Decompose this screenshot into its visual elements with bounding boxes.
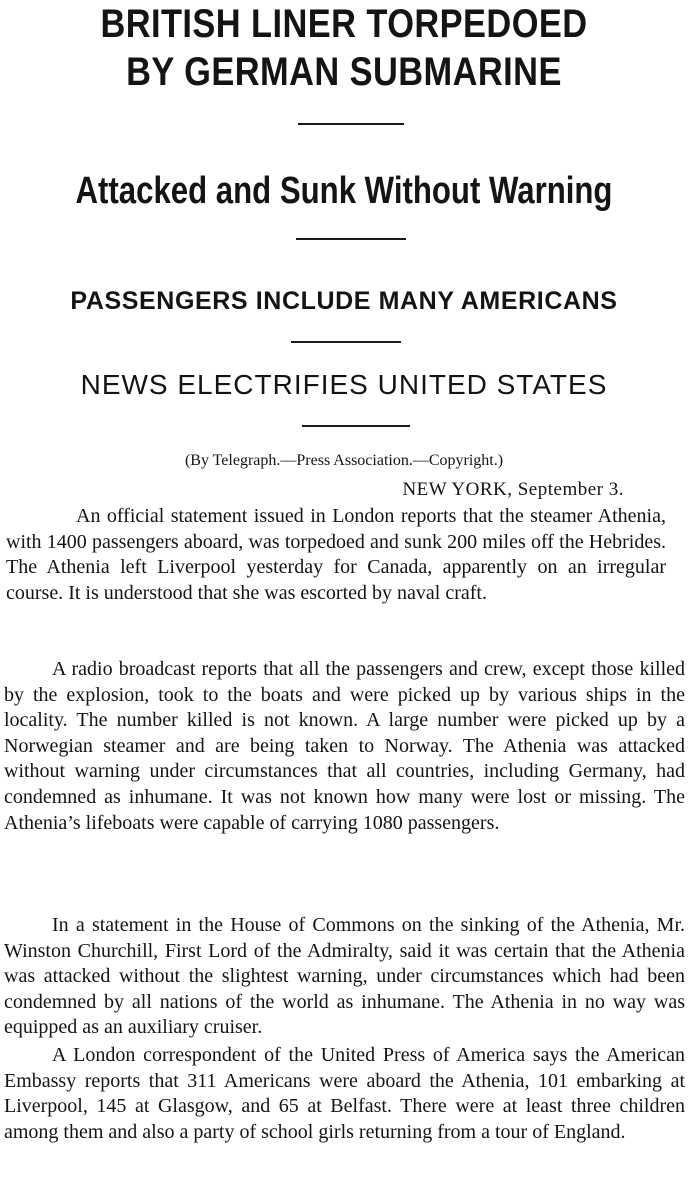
divider-rule-2 — [296, 238, 406, 240]
article-paragraph-1: An official statement issued in London reports that the steamer Athenia, with 1400 passengers aboard, was torpedoed and sunk 200 miles off the Hebrides. The Athenia left Liverpool yesterday for Canada, apparently on an irregular course. It is understood that she was escorted by naval craft. — [6, 505, 666, 604]
divider-rule-3 — [291, 341, 401, 343]
divider-rule-4 — [302, 425, 410, 427]
headline-main-line-2: BY GERMAN SUBMARINE — [126, 50, 562, 94]
headline-deck-1: Attacked and Sunk Without Warning — [75, 170, 613, 212]
headline-main-line-1: BRITISH LINER TORPEDOED — [100, 2, 588, 46]
headline-deck-3: NEWS ELECTRIFIES UNITED STATES — [80, 369, 608, 400]
article-paragraph-2: A radio broadcast reports that all the passengers and crew, except those killed by the explosion, took to the boats and were picked up by various ships in the locality. The number killed is not known. A large number were picked up by a Norwegian steamer and are being taken to Norway. The Athenia was attacked without warning under circumstances that all countries, including Germany, had condemned as inhumane. It was not known how many were lost or missing. The Athenia’s lifeboats were capable of carrying 1080 passengers. — [4, 658, 685, 834]
headline-deck-2: PASSENGERS INCLUDE MANY AMERICANS — [70, 287, 618, 315]
dateline: NEW YORK, September 3. — [402, 479, 624, 500]
article-paragraph-4: A London correspondent of the United Press of America says the American Embassy reports that 311 Americans were aboard the Athenia, 101 embarking at Liverpool, 145 at Glasgow, and 65 at Belfast. There were at least three children among them and also a party of school girls returning from a tour of England. — [4, 1044, 685, 1143]
press-credit-line: (By Telegraph.—Press Association.—Copyright.) — [184, 452, 504, 469]
divider-rule-1 — [298, 123, 404, 125]
article-paragraph-3: In a statement in the House of Commons on the sinking of the Athenia, Mr. Winston Churchill, First Lord of the Admiralty, said it was certain that the Athenia was attacked without the slightest warning, under circumstances which had been condemned by all nations of the world as inhumane. The Athenia in no way was equipped as an auxiliary cruiser. — [4, 914, 685, 1039]
